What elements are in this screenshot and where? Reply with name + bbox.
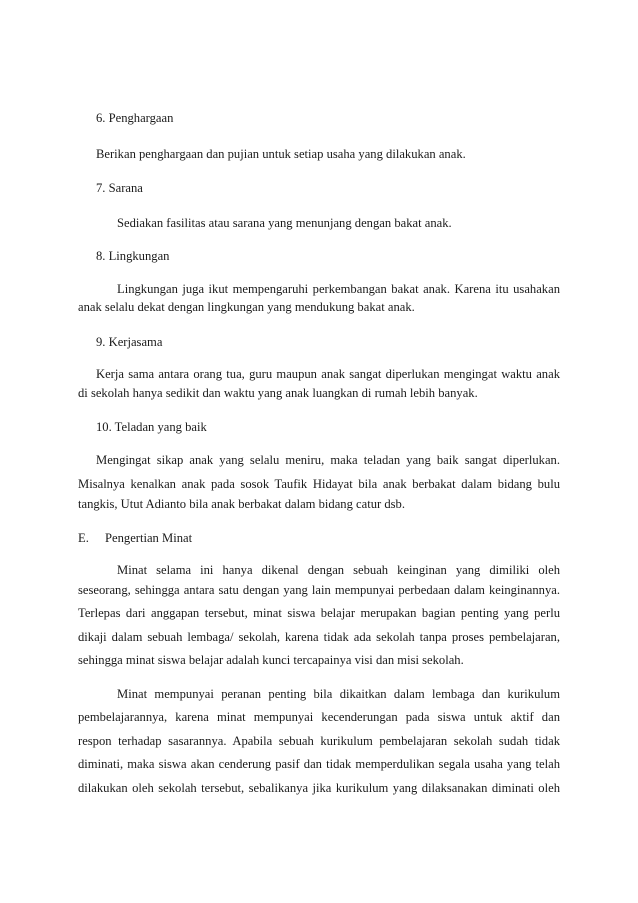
body-teladan-line-2: Misalnya kenalkan anak pada sosok Taufik Hidayat bila anak berbakat dalam bidang bulu [78,477,560,491]
body-lingkungan-line-1: Lingkungan juga ikut mempengaruhi perkembangan bakat anak. Karena itu usahakan [117,282,560,296]
heading-kerjasama: 9. Kerjasama [96,335,163,349]
minat-para1-line-4: dikaji dalam sebuah lembaga/ sekolah, karena tidak ada sekolah tanpa proses pembelajaran, [78,630,560,644]
heading-lingkungan: 8. Lingkungan [96,249,170,263]
minat-para2-line-1: Minat mempunyai peranan penting bila dikaitkan dalam lembaga dan kurikulum [117,687,560,701]
minat-para2-line-2: pembelajarannya, karena minat mempunyai kecenderungan pada siswa untuk aktif dan [78,710,560,724]
body-sarana: Sediakan fasilitas atau sarana yang menunjang dengan bakat anak. [117,216,452,230]
minat-para2-line-5: dilakukan oleh sekolah tersebut, sebalikanya jika kurikulum yang dilaksanakan diminati oleh [78,781,560,795]
minat-para2-line-3: respon terhadap sasarannya. Apabila sebuah kurikulum pembelajaran sekolah sudah tidak [78,734,560,748]
minat-para1-line-1: Minat selama ini hanya dikenal dengan sebuah keinginan yang dimiliki oleh [117,563,560,577]
minat-para1-line-5: sehingga minat siswa belajar adalah kunci tercapainya visi dan misi sekolah. [78,653,464,667]
body-lingkungan-line-2: anak selalu dekat dengan lingkungan yang mendukung bakat anak. [78,300,415,314]
body-teladan-line-3: tangkis, Utut Adianto bila anak berbakat dalam bidang catur dsb. [78,497,406,511]
minat-para2-line-4: diminati, maka siswa akan cenderung pasif dan tidak memperdulikan segala usaha yang telah [78,757,560,771]
heading-penghargaan: 6. Penghargaan [96,111,174,125]
heading-pengertian-minat: Pengertian Minat [105,531,193,545]
body-kerjasama-line-2: di sekolah hanya sedikit dan waktu yang anak luangkan di rumah lebih banyak. [78,386,478,400]
heading-teladan: 10. Teladan yang baik [96,420,207,434]
body-penghargaan: Berikan penghargaan dan pujian untuk setiap usaha yang dilakukan anak. [96,147,466,161]
section-letter-e: E. [78,531,89,545]
minat-para1-line-3: Terlepas dari anggapan tersebut, minat siswa belajar merupakan bagian penting yang perlu [78,606,560,620]
body-kerjasama-line-1: Kerja sama antara orang tua, guru maupun anak sangat diperlukan mengingat waktu anak [96,367,560,381]
body-teladan-line-1: Mengingat sikap anak yang selalu meniru, maka teladan yang baik sangat diperlukan. [96,453,560,467]
heading-sarana: 7. Sarana [96,181,143,195]
minat-para1-line-2: seseorang, sehingga antara satu dengan yang lain mempunyai perbedaan dalam keinginannya. [78,583,560,597]
